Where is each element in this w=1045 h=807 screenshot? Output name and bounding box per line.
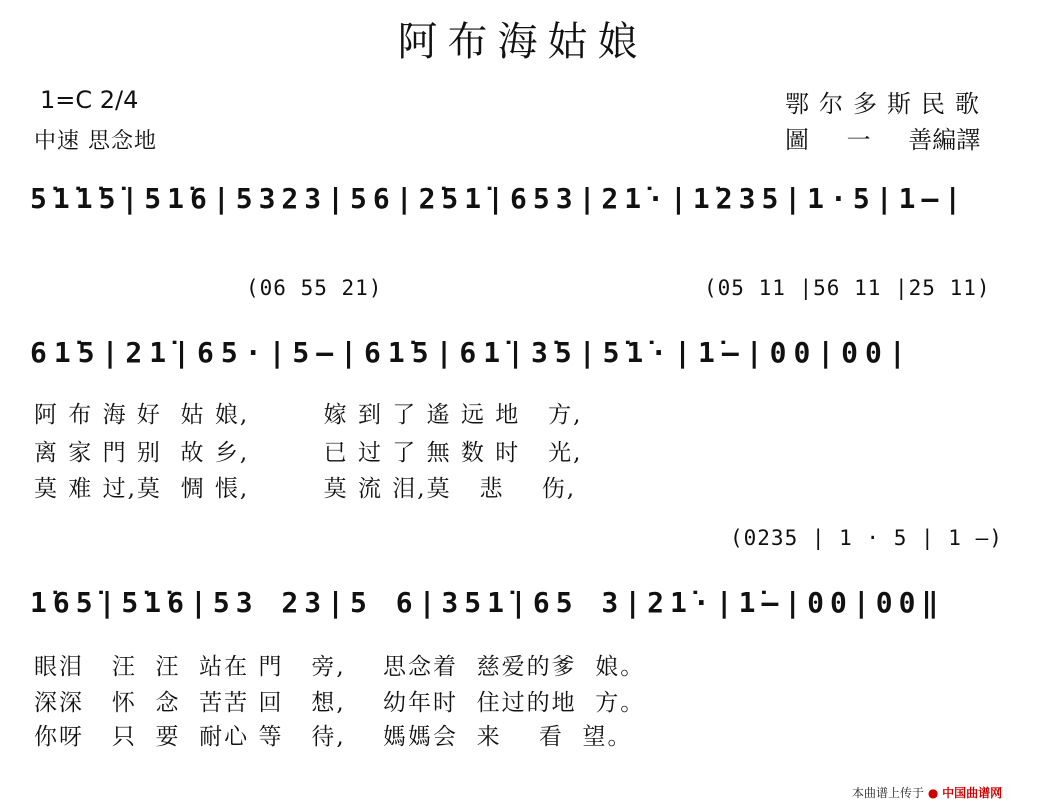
tempo-marking: 中速 思念地 <box>34 129 157 154</box>
arranger-part-2: 一 <box>846 126 871 154</box>
key-signature: 1=C 2/4 <box>40 86 139 114</box>
lyric-verse2-line3: 你呀 只 要 耐心 等 待, 媽媽会 来 看 望。 <box>34 724 633 750</box>
arranger-credit <box>785 120 1010 155</box>
footer-logo-icon: ● <box>927 786 939 800</box>
interlude-3: (0235 | 1 · 5 | 1 —) <box>730 526 1003 550</box>
footer-text: 本曲谱上传于 <box>852 786 925 800</box>
footer-watermark <box>852 784 1002 801</box>
lyric-verse1-line1: 阿 布 海 好 姑 娘, 嫁 到 了 遙 远 地 方, <box>34 402 583 428</box>
lyric-verse1-line2: 离 家 門 别 故 乡, 已 过 了 無 数 时 光, <box>34 440 583 466</box>
arranger-part-1: 圖 <box>785 126 809 154</box>
staff-line-2: 61̇5|21̇|65·|5—|61̇5|61̇|3̇5|5̇1̇·|1̇—|00|00| <box>30 336 913 369</box>
origin-credit: 鄂尔多斯民歌 <box>785 90 989 118</box>
staff-line-1: 5̇1̇1̇5̇|51̇6|5323|56|2̇51̇|653|21̇·|1̇235|1·5|1—| <box>30 182 968 215</box>
staff-line-3: 1̇65̇|5̇1̇6|53 23|5 6|351̇|65 3|21̇·|1̇—|00|00‖ <box>30 586 945 619</box>
lyric-verse1-line3: 莫 难 过,莫 惆 悵, 莫 流 泪,莫 悲 伤, <box>34 476 577 502</box>
interlude-1: (06 55 21) <box>246 276 383 300</box>
footer-brand: 中国曲谱网 <box>942 786 1003 800</box>
page-title: 阿布海姑娘 <box>397 19 648 65</box>
interlude-2: (05 11 |56 11 |25 11) <box>704 276 991 300</box>
lyric-verse2-line1: 眼泪 汪 汪 站在 門 旁, 思念着 慈爱的爹 娘。 <box>34 654 646 680</box>
lyric-verse2-line2: 深深 怀 念 苦苦 回 想, 幼年时 住过的地 方。 <box>34 690 646 716</box>
arranger-part-3: 善編譯 <box>908 126 981 154</box>
